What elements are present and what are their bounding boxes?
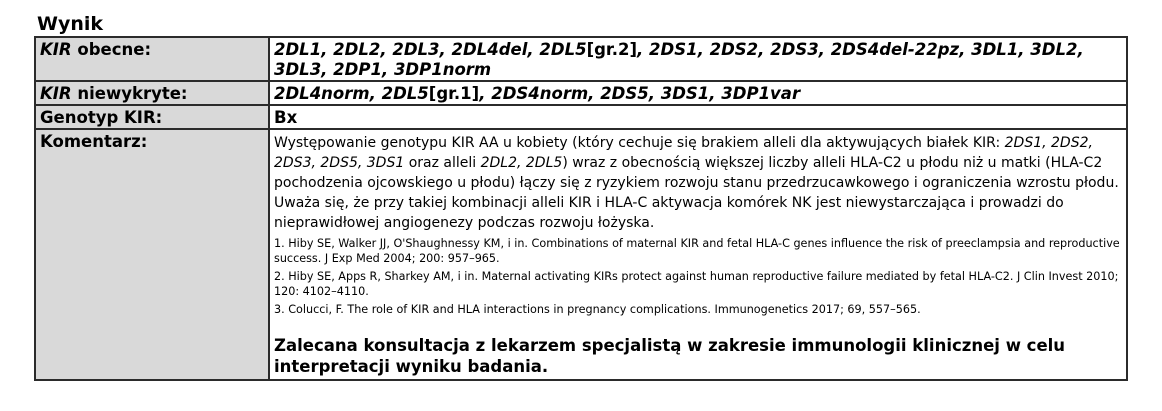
label-comment: Komentarz: <box>35 129 269 380</box>
reference-item: 1. Hiby SE, Walker JJ, O'Shaughnessy KM, i in. Combinations of maternal KIR and fetal HLA-C genes influence the risk of preeclampsia and reproductive success. J Exp Med 2004; 200: 957–965. <box>274 237 1120 265</box>
value-genotype: Bx <box>269 105 1127 129</box>
value-comment <box>269 129 1127 380</box>
value-part: , 2DS4norm, 2DS5, 3DS1, 3DP1var <box>479 84 801 103</box>
comment-part: oraz alleli <box>404 155 481 171</box>
recommendation-text: Zalecana konsultacja z lekarzem specjalistą w zakresie immunologii klinicznej w celu interpretacji wyniku badania. <box>274 336 1066 376</box>
row-kir-undetected <box>35 81 1127 105</box>
label-kir-undetected <box>35 81 269 105</box>
label-kir-present <box>35 37 269 81</box>
reference-item: 3. Colucci, F. The role of KIR and HLA interactions in pregnancy complications. Immunogenetics 2017; 69, 557–565. <box>274 303 921 316</box>
value-part: 2DL1, 2DL2, 2DL3, 2DL4del, 2DL5 <box>274 40 587 59</box>
references-list <box>274 236 1122 317</box>
value-part: [gr.1] <box>428 84 480 103</box>
comment-part: 2DS1, 2DS2, 2DS3, 2DS5, 3DS1 <box>274 135 1093 171</box>
value-part: 2DL4norm, 2DL5 <box>274 84 429 103</box>
label-kir-suffix: obecne: <box>71 40 152 59</box>
reference-item: 2. Hiby SE, Apps R, Sharkey AM, i in. Maternal activating KIRs protect against human reproductive failure mediated by fetal HLA-C2. J Clin Invest 2010; 120: 4102–4110. <box>274 270 1119 298</box>
section-title: Wynik <box>37 13 104 35</box>
row-comment <box>35 129 1127 380</box>
row-genotype <box>35 105 1127 129</box>
result-table <box>34 36 1128 381</box>
comment-part: ) wraz z obecnością większej liczby alleli HLA-C2 u płodu niż u matki (HLA-C2 pochodzenia ojcowskiego u płodu) łączy się z ryzykiem rozwoju stanu przedrzucawkowego i ograniczenia wzrostu płodu. Uważa się, że przy takiej kombinacji alleli KIR i HLA-C aktywacja komórek NK jest niewystarczająca i prowadzi do nieprawidłowej angiogenezy podczas rozwoju łożyska. <box>274 155 1119 231</box>
value-part: [gr.2] <box>586 40 638 59</box>
comment-text <box>274 133 1122 233</box>
comment-part: Występowanie genotypu KIR AA u kobiety (który cechuje się brakiem alleli dla aktywujących białek KIR: <box>274 135 1005 151</box>
label-kir-prefix: KIR <box>40 84 72 103</box>
row-kir-present <box>35 37 1127 81</box>
label-genotype: Genotyp KIR: <box>35 105 269 129</box>
value-kir-present <box>269 37 1127 81</box>
value-part: , 2DS1, 2DS2, 2DS3, 2DS4del-22pz, 3DL1, 3DL2, 3DL3, 2DP1, 3DP1norm <box>274 40 1084 79</box>
comment-part: 2DL2, 2DL5 <box>480 155 563 171</box>
label-kir-prefix: KIR <box>40 40 72 59</box>
value-kir-undetected <box>269 81 1127 105</box>
label-kir-suffix: niewykryte: <box>71 84 188 103</box>
